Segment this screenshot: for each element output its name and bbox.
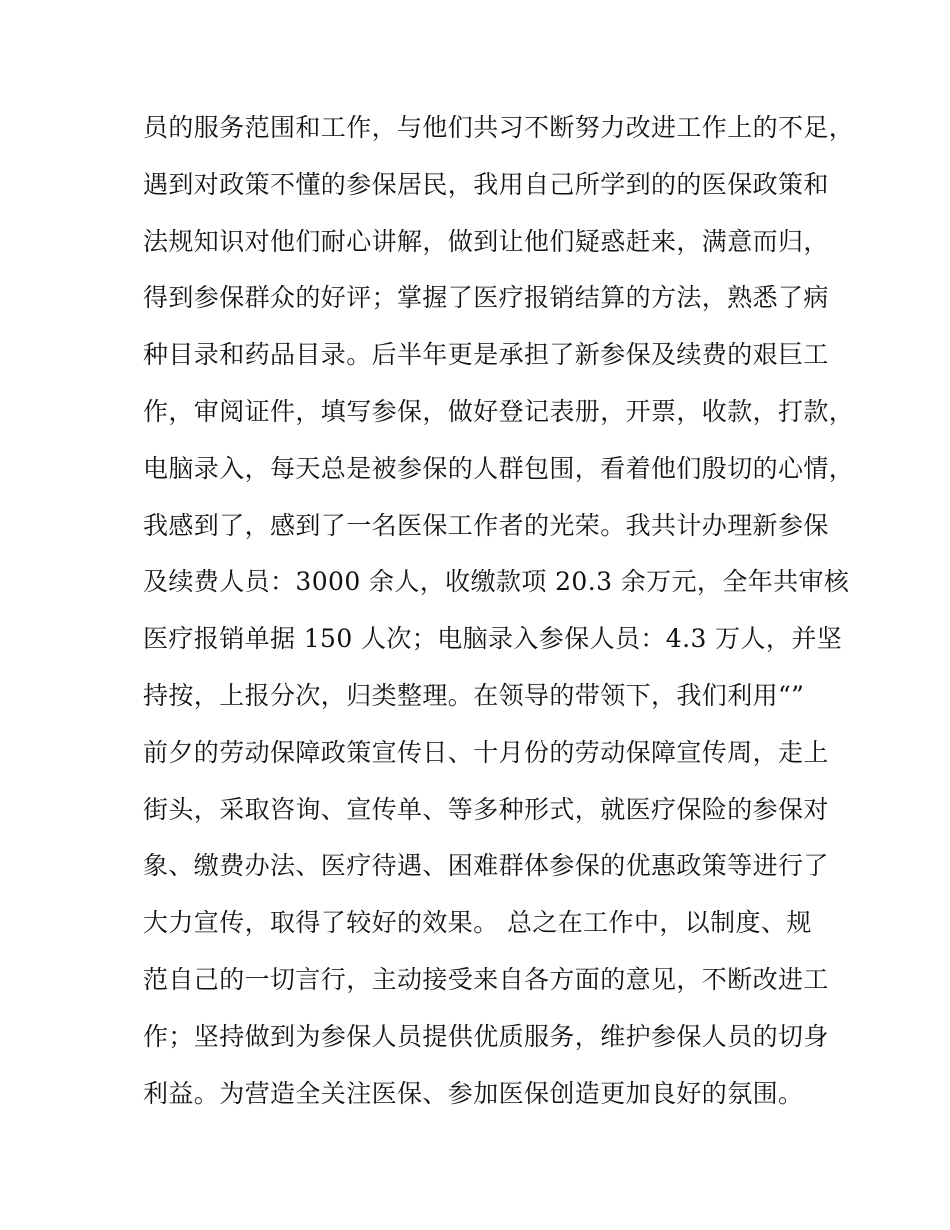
text-line: 遇到对政策不懂的参保居民，我用自己所学到的的医保政策和 [143,169,829,199]
text-line: 街头，采取咨询、宣传单、等多种形式，就医疗保险的参保对 [143,794,829,824]
text-line: 持按，上报分次，归类整理。在领导的带领下，我们利用“” [143,680,805,710]
text-line: 员的服务范围和工作，与他们共习不断努力改进工作上的不足， [143,113,855,142]
text-line: 作；坚持做到为参保人员提供优质服务，维护参保人员的切身 [143,1021,829,1051]
text-line: 及续费人员：3000 余人，收缴款项 20.3 余万元，全年共审核 [143,567,850,597]
body-paragraph [143,106,855,1128]
text-line: 医疗报销单据 150 人次；电脑录入参保人员：4.3 万人，并坚 [143,624,843,654]
text-line: 象、缴费办法、医疗待遇、困难群体参保的优惠政策等进行了 [143,851,829,881]
text-line: 大力宣传，取得了较好的效果。 总之在工作中，以制度、规 [143,908,812,938]
text-line: 得到参保群众的好评；掌握了医疗报销结算的方法，熟悉了病 [143,283,829,313]
text-line: 种目录和药品目录。后半年更是承担了新参保及续费的艰巨工 [143,340,829,370]
text-line: 我感到了，感到了一名医保工作者的光荣。我共计办理新参保 [143,510,829,540]
text-line: 法规知识对他们耐心讲解，做到让他们疑惑赶来，满意而归， [143,226,829,256]
text-line: 前夕的劳动保障政策宣传日、十月份的劳动保障宣传周，走上 [143,737,829,767]
text-line: 利益。为营造全关注医保、参加医保创造更加良好的氛围。 [143,1078,804,1108]
text-line: 电脑录入，每天总是被参保的人群包围，看着他们殷切的心情， [143,453,855,483]
text-line: 范自己的一切言行，主动接受来自各方面的意见，不断改进工 [143,964,829,994]
text-line: 作，审阅证件，填写参保，做好登记表册，开票，收款，打款， [143,396,855,426]
